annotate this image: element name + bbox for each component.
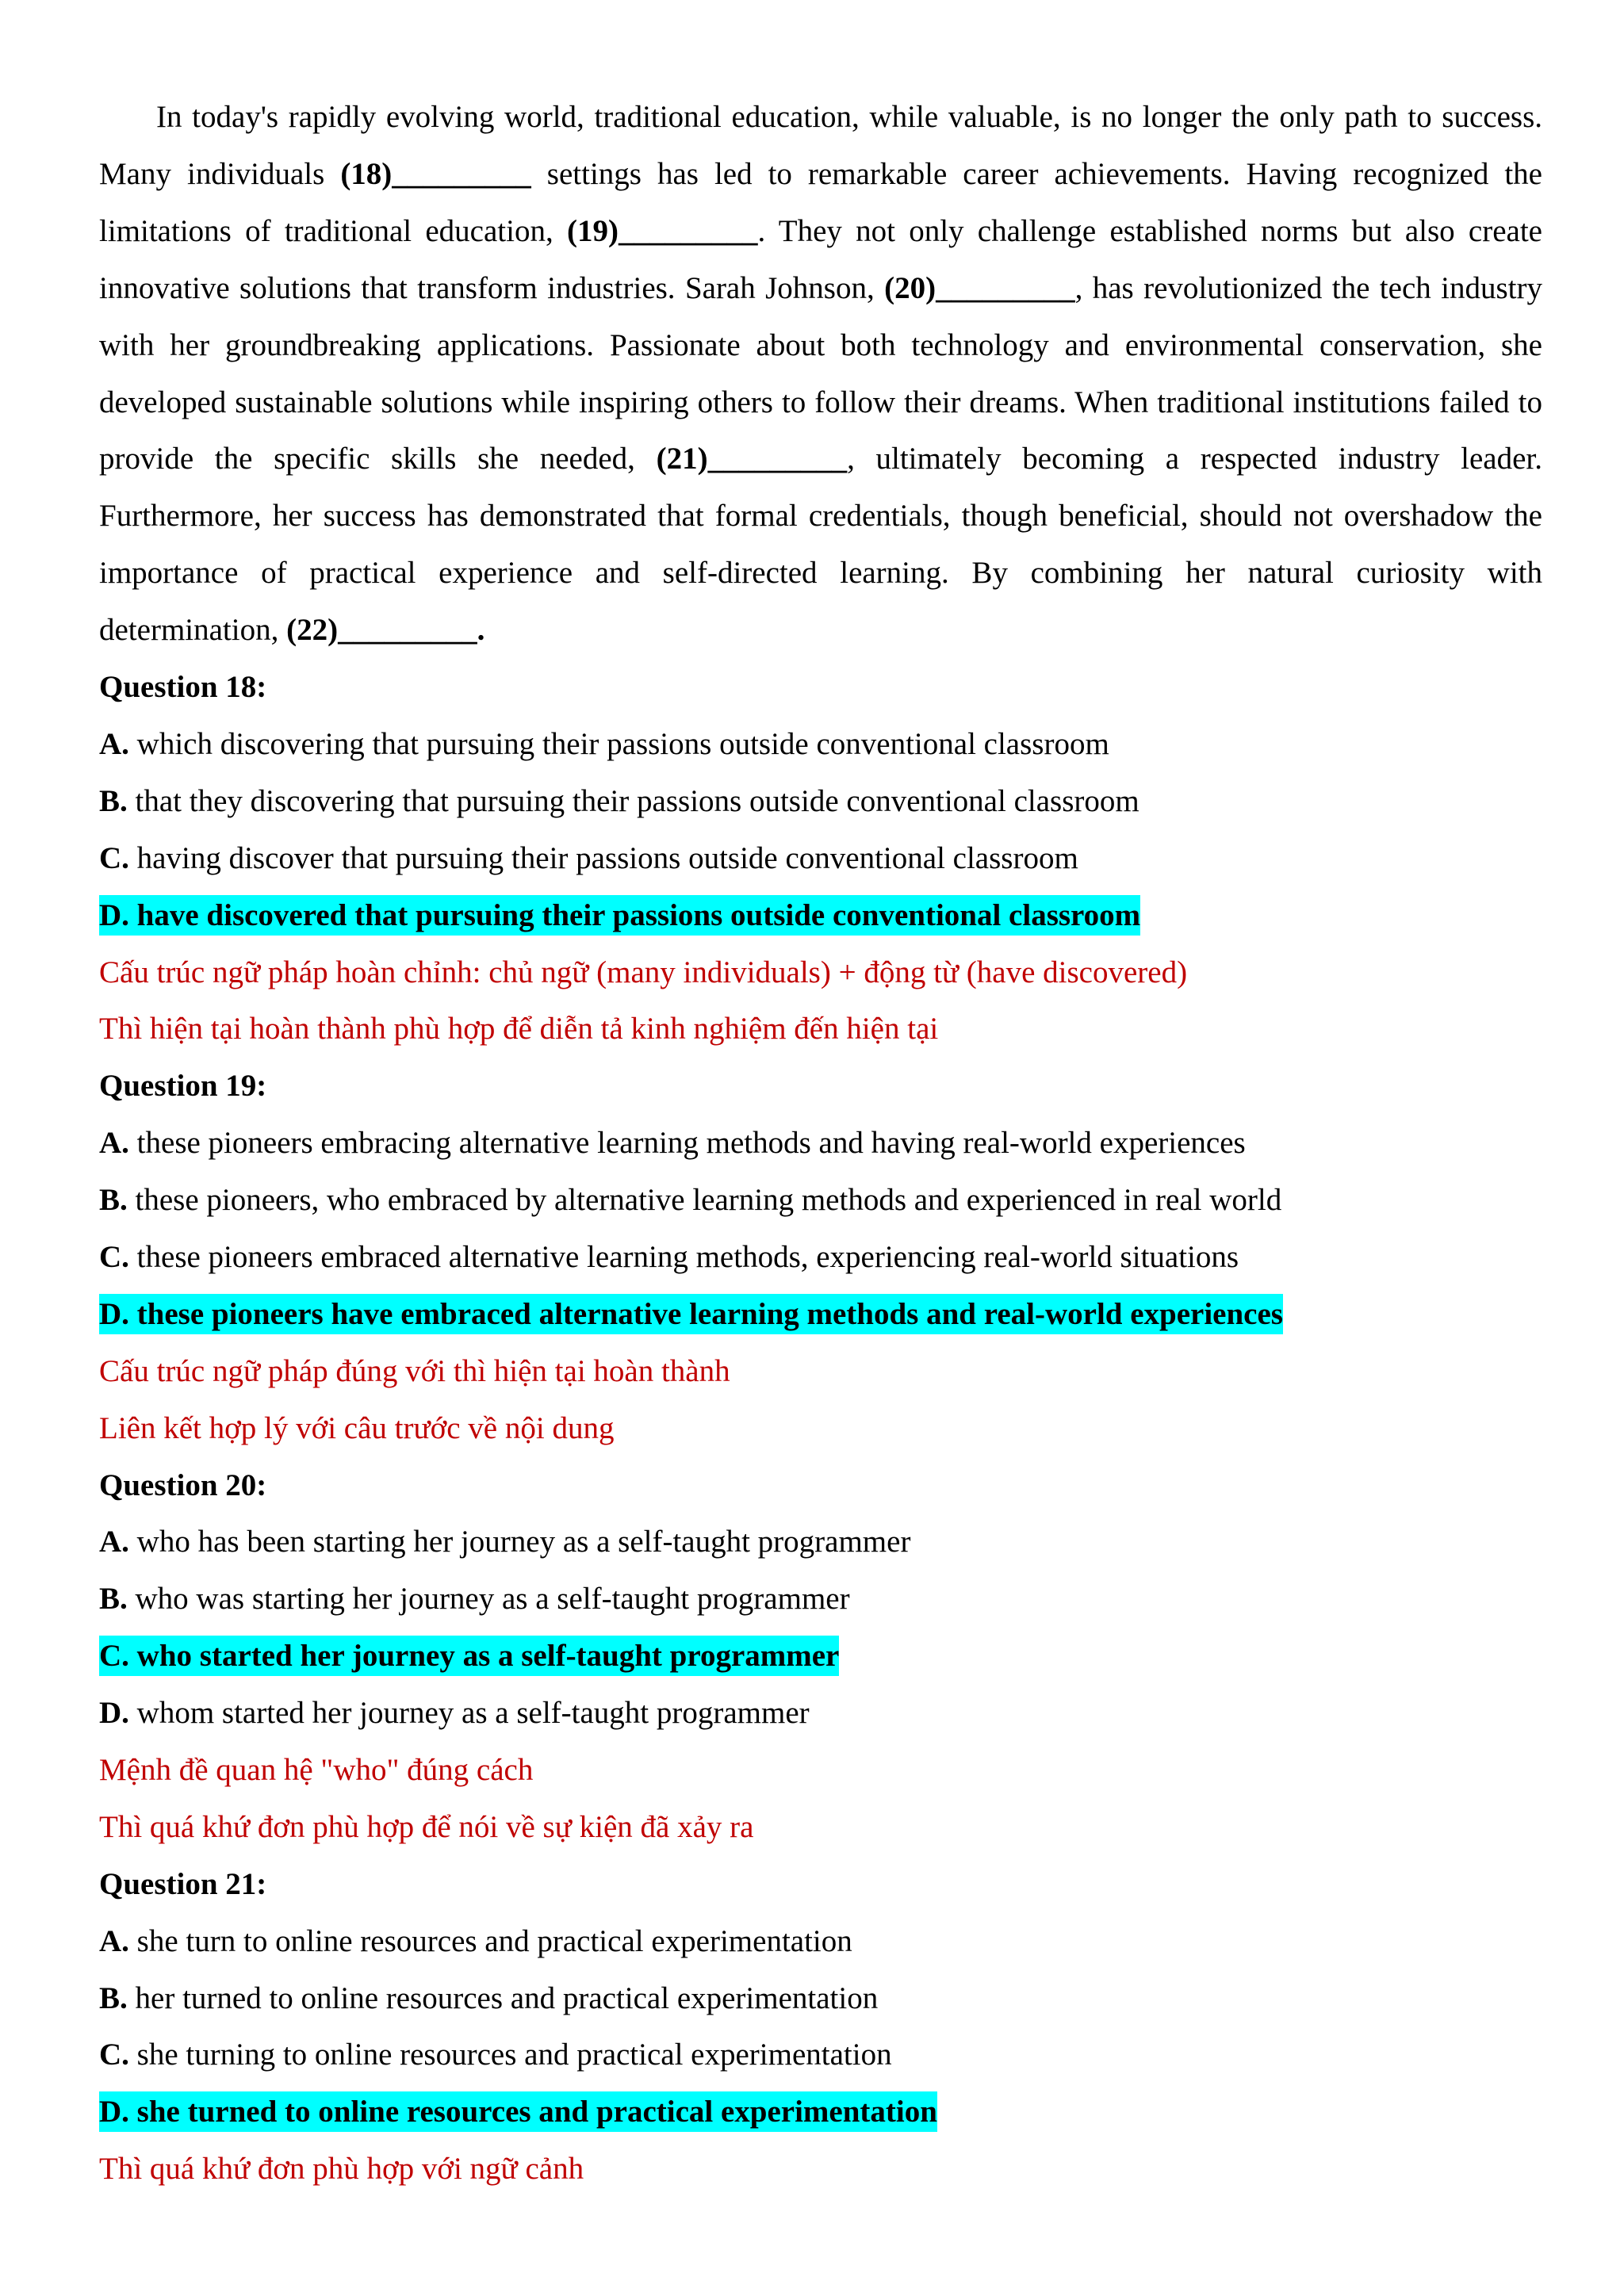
question-19-title: Question 19: — [99, 1069, 267, 1104]
question-21-option-d-correct — [99, 2084, 1542, 2141]
explanation-line: Cấu trúc ngữ pháp đúng với thì hiện tại hoàn thành — [99, 1353, 730, 1388]
option-text: who was starting her journey as a self-taught programmer — [127, 1582, 850, 1617]
passage-text: . They not only challenge established norms but also create innovative solutions that transform industries. Sarah Johnson, — [99, 213, 1542, 305]
question-19-option-b — [99, 1172, 1542, 1229]
option-text: these pioneers embracing alternative learning methods and having real-world experiences — [128, 1126, 1246, 1161]
question-21-option-b — [99, 1970, 1542, 2027]
option-text: that they discovering that pursuing their passions outside conventional classroom — [127, 783, 1139, 818]
question-18-option-d-correct — [99, 887, 1542, 944]
question-18-title: Question 18: — [99, 670, 267, 705]
explanation-line: Liên kết hợp lý với câu trước về nội dung — [99, 1410, 615, 1445]
question-21-title: Question 21: — [99, 1866, 267, 1901]
question-19-option-d-correct — [99, 1286, 1542, 1343]
blank-21: (21)_________ — [656, 442, 848, 476]
option-letter: B. — [99, 1980, 128, 2015]
option-letter: D. — [99, 1696, 129, 1731]
option-letter: A. — [99, 726, 129, 761]
question-18-option-a — [99, 716, 1542, 773]
option-text: having discover that pursuing their passions outside conventional classroom — [128, 840, 1078, 875]
question-20-option-d — [99, 1685, 1542, 1742]
question-21-option-a — [99, 1913, 1542, 1970]
option-letter: D. — [99, 1296, 129, 1331]
explanation-line: Thì quá khứ đơn phù hợp để nói về sự kiện đã xảy ra — [99, 1809, 754, 1844]
answer-highlight — [99, 1636, 839, 1676]
question-20-option-a — [99, 1513, 1542, 1571]
question-18-option-c — [99, 830, 1542, 887]
option-text: have discovered that pursuing their passions outside conventional classroom — [128, 897, 1141, 932]
document-page — [99, 89, 1542, 2198]
option-text: whom started her journey as a self-taught programmer — [128, 1696, 810, 1731]
passage-text: , ultimately becoming a respected industry leader. Furthermore, her success has demonstrated that formal credentials, though beneficial, should not overshadow the importance of practical experience and self-directed learning. By combining her natural curiosity with determination, — [99, 442, 1542, 648]
passage-text: , has revolutionized the tech industry with her groundbreaking applications. Passionate about both technology and environmental conservation, she developed sustainable solutions while inspiring others to follow their dreams. When traditional institutions failed to provide the specific skills she needed, — [99, 270, 1542, 476]
option-letter: C. — [99, 1239, 129, 1274]
option-text: which discovering that pursuing their passions outside conventional classroom — [128, 726, 1109, 761]
question-20-title: Question 20: — [99, 1468, 267, 1502]
option-letter: C. — [99, 1639, 129, 1674]
option-letter: B. — [99, 783, 128, 818]
option-letter: B. — [99, 1582, 128, 1617]
option-text: these pioneers have embraced alternative learning methods and real-world experiences — [128, 1296, 1283, 1331]
explanation-line: Thì hiện tại hoàn thành phù hợp để diễn tả kinh nghiệm đến hiện tại — [99, 1012, 939, 1047]
explanation-line: Thì quá khứ đơn phù hợp với ngữ cảnh — [99, 2152, 584, 2187]
option-letter: C. — [99, 840, 129, 875]
reading-passage — [99, 89, 1542, 659]
option-text: who started her journey as a self-taught programmer — [128, 1639, 840, 1674]
explanation-line: Mệnh đề quan hệ "who" đúng cách — [99, 1752, 534, 1787]
question-19-option-c — [99, 1229, 1542, 1286]
question-20-option-c-correct — [99, 1628, 1542, 1685]
option-text: these pioneers, who embraced by alternative learning methods and experienced in real world — [127, 1183, 1282, 1218]
option-text: she turning to online resources and practical experimentation — [128, 2038, 892, 2072]
blank-20: (20)_________ — [884, 270, 1075, 305]
answer-highlight — [99, 2091, 937, 2132]
blank-18: (18)_________ — [340, 156, 531, 191]
question-19-option-a — [99, 1115, 1542, 1172]
option-text: she turn to online resources and practical experimentation — [128, 1923, 852, 1958]
answer-highlight — [99, 895, 1140, 936]
option-text: these pioneers embraced alternative learning methods, experiencing real-world situations — [128, 1239, 1239, 1274]
passage-text: settings has led to remarkable career achievements. Having recognized the limitations of traditional education, — [99, 156, 1542, 248]
option-letter: A. — [99, 1126, 129, 1161]
option-letter: D. — [99, 2095, 129, 2130]
blank-19: (19)_________ — [566, 213, 758, 248]
option-text: she turned to online resources and practical experimentation — [128, 2095, 937, 2130]
option-letter: B. — [99, 1183, 128, 1218]
option-text: her turned to online resources and practical experimentation — [127, 1980, 879, 2015]
question-20-option-b — [99, 1571, 1542, 1628]
question-18-option-b — [99, 773, 1542, 830]
blank-22: (22)_________. — [286, 613, 485, 648]
option-text: who has been starting her journey as a self-taught programmer — [128, 1525, 911, 1559]
explanation-line: Cấu trúc ngữ pháp hoàn chỉnh: chủ ngữ (many individuals) + động từ (have discovered) — [99, 955, 1188, 989]
option-letter: C. — [99, 2038, 129, 2072]
answer-highlight — [99, 1294, 1283, 1334]
option-letter: A. — [99, 1923, 129, 1958]
option-letter: A. — [99, 1525, 129, 1559]
question-21-option-c — [99, 2026, 1542, 2084]
passage-text: In today's rapidly evolving world, traditional education, while valuable, is no longer the only path to success. Many individuals — [99, 100, 1542, 191]
option-letter: D. — [99, 897, 129, 932]
